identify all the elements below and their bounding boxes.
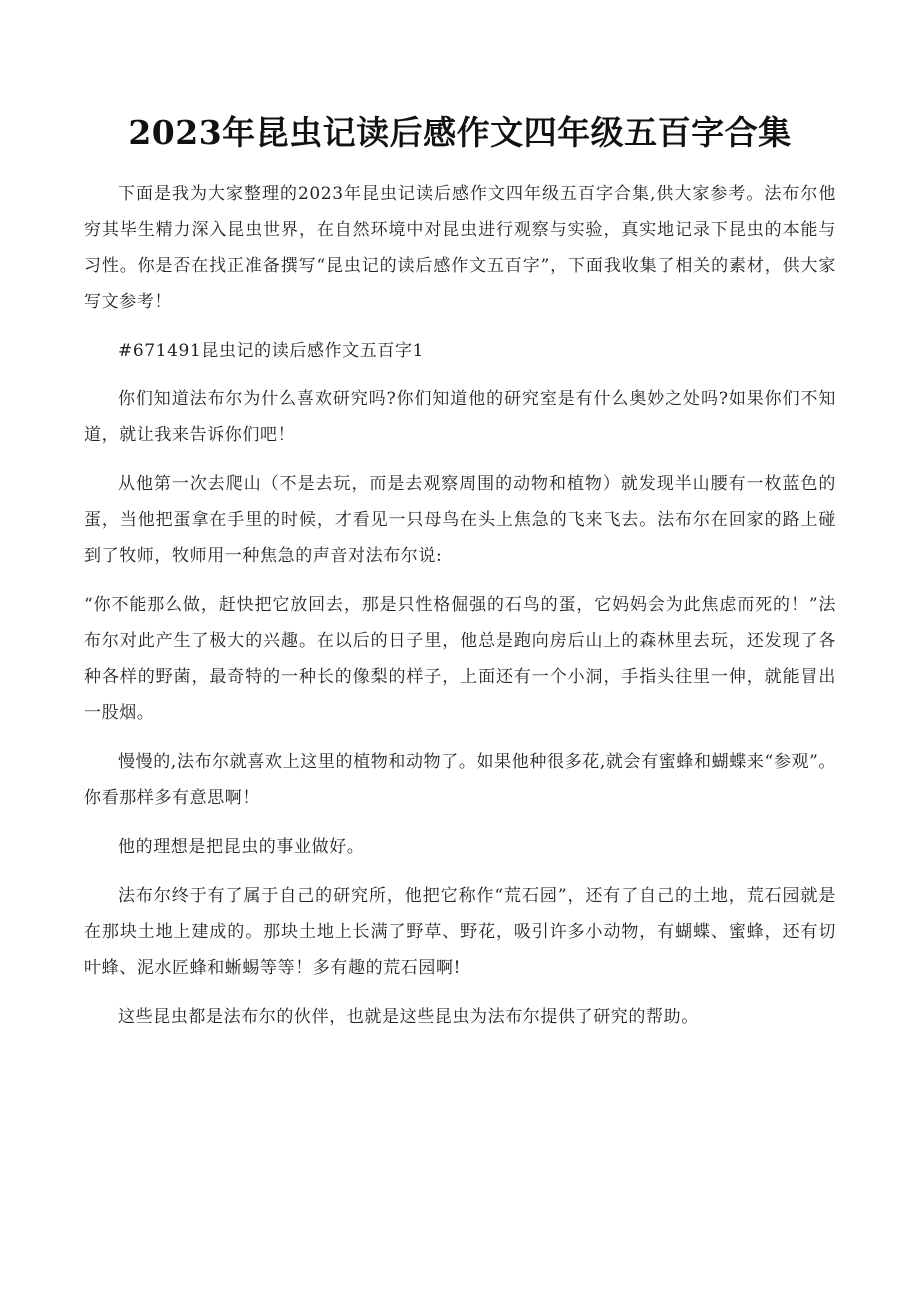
body-paragraph: 你们知道法布尔为什么喜欢研究吗?你们知道他的研究室是有什么奥妙之处吗?如果你们不知道，就让我来告诉你们吧！ [84, 389, 836, 445]
body-paragraph: 这些昆虫都是法布尔的伙伴，也就是这些昆虫为法布尔提供了研究的帮助。 [118, 1007, 699, 1027]
body-paragraph: 法布尔终于有了属于自己的研究所，他把它称作“荒石园”，还有了自己的土地，荒石园就是在那块土地上建成的。那块土地上长满了野草、野花，吸引许多小动物，有蝴蝶、蜜蜂，还有切叶蜂、泥水匠蜂和蜥蜴等等！多有趣的荒石园啊! [84, 886, 836, 978]
quote-paragraph: “你不能那么做，赶快把它放回去，那是只性格倔强的石鸟的蛋，它妈妈会为此焦虑而死的！”法布尔对此产生了极大的兴趣。在以后的日子里，他总是跑向房后山上的森林里去玩，还发现了各种各样的野菌，最奇特的一种长的像梨的样子，上面还有一个小洞，手指头往里一伸，就能冒出一股烟。 [84, 595, 836, 723]
body-paragraph: 他的理想是把昆虫的事业做好。 [118, 837, 365, 857]
body-paragraph: 慢慢的,法布尔就喜欢上这里的植物和动物了。如果他种很多花,就会有蜜蜂和蝴蝶来“参观”。你看那样多有意思啊！ [84, 752, 836, 808]
body-paragraph: 从他第一次去爬山（不是去玩，而是去观察周围的动物和植物）就发现半山腰有一枚蓝色的蛋，当他把蛋拿在手里的时候，才看见一只母鸟在头上焦急的飞来飞去。法布尔在回家的路上碰到了牧师，牧师用一种焦急的声音对法布尔说: [84, 474, 836, 566]
document-title: 2023年昆虫记读后感作文四年级五百字合集 [128, 113, 792, 152]
section-heading: #671491昆虫记的读后感作文五百字1 [118, 341, 424, 361]
intro-paragraph: 下面是我为大家整理的2023年昆虫记读后感作文四年级五百字合集,供大家参考。法布尔他穷其毕生精力深入昆虫世界，在自然环境中对昆虫进行观察与实验，真实地记录下昆虫的本能与习性。你是否在找正准备撰写“昆虫记的读后感作文五百字”，下面我收集了相关的素材，供大家写文参考！ [84, 184, 836, 312]
